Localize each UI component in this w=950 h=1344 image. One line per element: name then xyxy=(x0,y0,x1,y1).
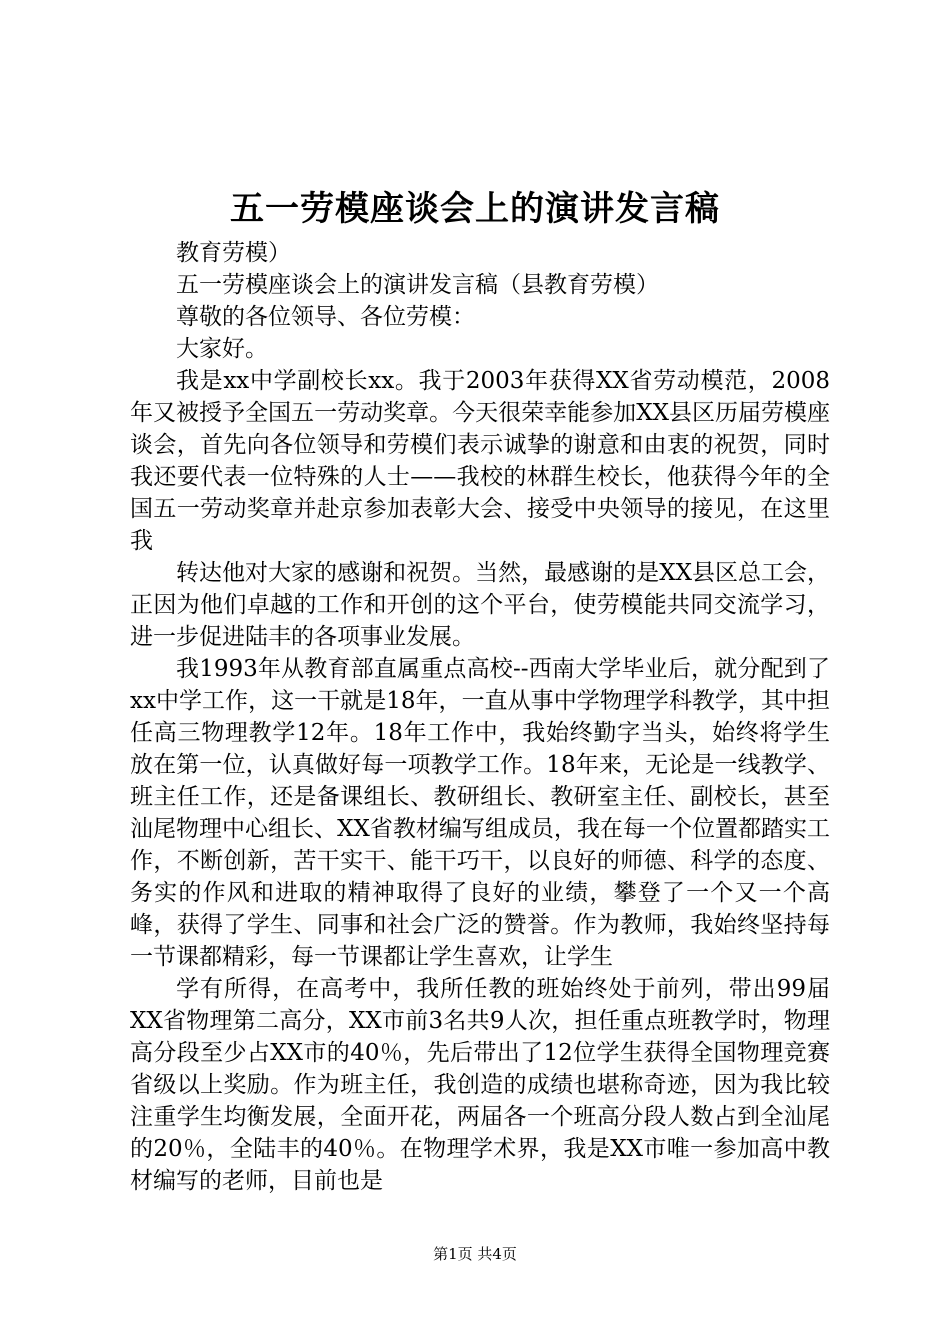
paragraph-5: 我是xx中学副校长xx。我于2003年获得XX省劳动模范，2008年又被授予全国五一劳动奖章。今天很荣幸能参加XX县区历届劳模座谈会，首先向各位领导和劳模们表示诚挚的谢意和由衷的祝贺，同时我还要代表一位特殊的人士——我校的林群生校长，他获得今年的全国五一劳动奖章并赴京参加表彰大会、接受中央领导的接见，在这里我 xyxy=(130,368,830,554)
page-footer: 第1页 共4页 xyxy=(433,1245,517,1263)
paragraph-1: 教育劳模） xyxy=(176,240,291,266)
document-title: 五一劳模座谈会上的演讲发言稿 xyxy=(230,189,720,229)
paragraph-2: 五一劳模座谈会上的演讲发言稿（县教育劳模） xyxy=(176,272,659,298)
paragraph-3: 尊敬的各位领导、各位劳模： xyxy=(176,304,475,330)
document-body xyxy=(130,237,830,1197)
paragraph-8: 学有所得，在高考中，我所任教的班始终处于前列，带出99届XX省物理第二高分，XX市前3名共9人次，担任重点班教学时，物理高分段至少占XX市的40％，先后带出了12位学生获得全国物理竞赛省级以上奖励。作为班主任，我创造的成绩也堪称奇迹，因为我比较注重学生均衡发展，全面开花，两届各一个班高分段人数占到全汕尾的20％，全陆丰的40％。在物理学术界，我是XX市唯一参加高中教材编写的老师，目前也是 xyxy=(130,976,830,1194)
paragraph-7: 我1993年从教育部直属重点高校--西南大学毕业后，就分配到了xx中学工作，这一干就是18年，一直从事中学物理学科教学，其中担任高三物理教学12年。18年工作中，我始终勤字当头，始终将学生放在第一位，认真做好每一项教学工作。18年来，无论是一线教学、班主任工作，还是备课组长、教研组长、教研室主任、副校长，甚至汕尾物理中心组长、XX省教材编写组成员，我在每一个位置都踏实工作，不断创新，苦干实干、能干巧干，以良好的师德、科学的态度、务实的作风和进取的精神取得了良好的业绩，攀登了一个又一个高峰，获得了学生、同事和社会广泛的赞誉。作为教师，我始终坚持每一节课都精彩，每一节课都让学生喜欢，让学生 xyxy=(130,656,830,970)
paragraph-4: 大家好。 xyxy=(176,336,268,362)
paragraph-6: 转达他对大家的感谢和祝贺。当然，最感谢的是XX县区总工会，正因为他们卓越的工作和开创的这个平台，使劳模能共同交流学习，进一步促进陆丰的各项事业发展。 xyxy=(130,560,830,650)
